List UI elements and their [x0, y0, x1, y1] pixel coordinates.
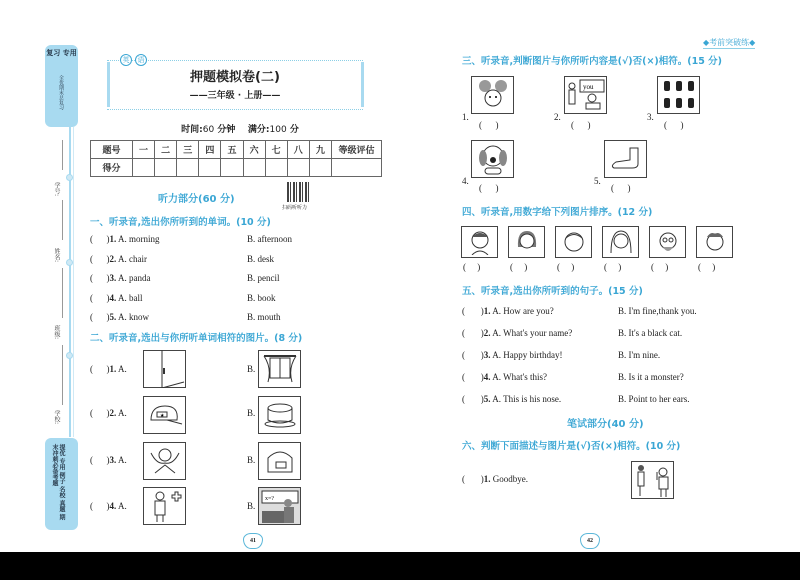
- name-line: [62, 268, 63, 318]
- name-line: [62, 345, 63, 405]
- option-a: A. know: [118, 312, 150, 322]
- score-header-cell: 题号: [91, 141, 133, 159]
- section-3-title: 三、听录音,判断图片与你所听内容是(√)否(×)相符。(15 分): [462, 56, 722, 67]
- answer-blank[interactable]: ( ): [664, 120, 684, 130]
- answer-blank[interactable]: ( ): [90, 273, 110, 283]
- cake-icon: [262, 400, 298, 430]
- option-b: B. I'm nine.: [618, 350, 661, 360]
- option-b: B. book: [247, 292, 276, 303]
- girl-icon: [475, 78, 511, 112]
- answer-blank[interactable]: ( ): [510, 262, 528, 272]
- question-row: [90, 408, 127, 418]
- answer-blank[interactable]: ( ): [557, 262, 575, 272]
- score-table: [90, 140, 382, 177]
- qr-label: 扫码听听力: [282, 205, 308, 211]
- question-number: 2.: [109, 408, 117, 418]
- answer-blank[interactable]: ( ): [90, 292, 110, 303]
- kite-icon: [147, 445, 183, 477]
- question-row: [90, 254, 330, 274]
- option-b: B. mouth: [247, 312, 281, 322]
- time-unit: 分钟: [217, 125, 236, 135]
- score-cell[interactable]: [199, 159, 221, 177]
- option-a: A. chair: [118, 253, 148, 264]
- score-label: 满分:: [247, 125, 270, 135]
- cap-icon: [147, 402, 183, 428]
- question-number: 1.: [462, 112, 469, 122]
- option-b: B. I'm fine,thank you.: [618, 306, 697, 316]
- svg-text:you: you: [582, 83, 593, 91]
- foot-picture[interactable]: [604, 140, 647, 178]
- answer-blank[interactable]: ( ): [462, 350, 484, 360]
- question-row: [90, 312, 330, 332]
- binding-dot: [66, 174, 73, 181]
- door-icon: [144, 350, 185, 388]
- section-tag: ◆考前突破练◆: [703, 38, 756, 47]
- binding-dot: [66, 352, 73, 359]
- teacher-student-icon: [566, 78, 606, 112]
- doctor-picture[interactable]: [143, 487, 186, 525]
- question-row: [90, 501, 127, 511]
- kite-picture[interactable]: [143, 442, 186, 480]
- option-b: B. afternoon: [247, 234, 292, 244]
- score-cell[interactable]: [155, 159, 177, 177]
- page-subtitle: ——三年级 · 上册——: [189, 91, 281, 101]
- name-line: [62, 200, 63, 240]
- question-row: [462, 394, 762, 416]
- foot-icon: [608, 144, 644, 174]
- question-number: 2.: [554, 112, 561, 122]
- option-a: A.: [118, 408, 127, 418]
- girl-picture[interactable]: [471, 76, 514, 114]
- score-table-score-row: [91, 159, 382, 177]
- question-number: 2.: [483, 328, 491, 338]
- binding-subtitle: 全优期末总复习: [58, 75, 64, 110]
- score-unit: 分: [289, 125, 299, 135]
- question-row: [90, 455, 127, 465]
- girl-face-icon: [609, 229, 633, 255]
- question-row: [90, 273, 330, 293]
- option-a: A. What's this?: [492, 372, 547, 382]
- teacher-picture[interactable]: [258, 487, 301, 525]
- dog-icon: [475, 142, 511, 176]
- score-header-cell: 四: [199, 141, 221, 159]
- answer-blank[interactable]: ( ): [90, 312, 110, 322]
- section-2-title: 二、听录音,选出与你所听单词相符的图片。(8 分): [90, 333, 303, 344]
- grandpa-face-icon: [656, 229, 680, 255]
- binding-dot: [66, 259, 73, 266]
- question-row: [90, 364, 127, 374]
- score-header-cell: 五: [221, 141, 243, 159]
- answer-blank[interactable]: ( ): [698, 262, 716, 272]
- option-b: B.: [247, 501, 256, 511]
- time-value: 60: [202, 125, 215, 135]
- binding-tab-top: [45, 45, 78, 127]
- answer-blank[interactable]: ( ): [90, 253, 110, 264]
- door-picture[interactable]: [143, 350, 186, 388]
- score-header-cell: 九: [309, 141, 331, 159]
- window-icon: [262, 354, 298, 384]
- binding-tab-bottom: [45, 438, 78, 530]
- answer-blank[interactable]: ( ): [90, 408, 110, 418]
- question-number: 3.: [647, 112, 654, 122]
- dog-picture[interactable]: [471, 140, 514, 178]
- option-a: A. morning: [118, 234, 160, 244]
- score-cell[interactable]: [332, 159, 382, 177]
- question-row: [462, 306, 762, 328]
- written-part-title: 笔试部分(40 分): [567, 419, 644, 430]
- question-number: 4.: [109, 501, 117, 511]
- answer-blank[interactable]: ( ): [479, 120, 499, 130]
- option-a: A. Happy birthday!: [492, 350, 563, 360]
- field-name[interactable]: 姓名:: [53, 248, 60, 263]
- question-number: 4.: [483, 372, 491, 382]
- man-face-icon: [468, 229, 492, 255]
- section-5-list: [462, 306, 762, 416]
- score-cell[interactable]: [221, 159, 243, 177]
- subject-badge: 英: [120, 54, 132, 66]
- option-b: B.: [247, 455, 256, 465]
- question-row: [462, 474, 528, 484]
- pandas-picture[interactable]: [657, 76, 700, 114]
- question-number: 1.: [109, 234, 117, 244]
- face-woman-picture[interactable]: [508, 226, 545, 258]
- binding-rail-inner: [73, 127, 74, 437]
- score-header-cell: 八: [287, 141, 309, 159]
- time-score-line: [90, 122, 390, 135]
- answer-blank[interactable]: ( ): [463, 262, 481, 272]
- question-number: 1.: [483, 474, 491, 484]
- face-boy-picture[interactable]: [555, 226, 592, 258]
- option-b: B. pencil: [247, 273, 280, 283]
- answer-blank[interactable]: ( ): [611, 183, 631, 193]
- question-row: [462, 350, 762, 372]
- section-6-title: 六、判断下面描述与图片是(√)否(×)相符。(10 分): [462, 441, 681, 452]
- question-number: 5.: [594, 176, 601, 186]
- section-4-title: 四、听录音,用数字给下列图片排序。(12 分): [462, 207, 653, 218]
- score-header-cell: 等级评估: [332, 141, 382, 159]
- svg-text:★: ★: [159, 414, 164, 419]
- question-row: [90, 234, 330, 254]
- question-row: [462, 328, 762, 350]
- question-number: 3.: [109, 273, 117, 283]
- question-number: 1.: [109, 364, 117, 374]
- boy-face-icon: [562, 229, 586, 255]
- statement: Goodbye.: [492, 474, 528, 484]
- name-line: [62, 140, 63, 170]
- page-number-41: 41: [243, 533, 263, 549]
- section-5-title: 五、听录音,选出你所听到的句子。(15 分): [462, 286, 643, 297]
- teacher-icon: [260, 489, 300, 523]
- question-number: 3.: [483, 350, 491, 360]
- score-cell[interactable]: [287, 159, 309, 177]
- option-a: A. How are you?: [492, 306, 554, 316]
- score-cell[interactable]: [265, 159, 287, 177]
- subject-badge: 语: [135, 54, 147, 66]
- question-row: [462, 372, 762, 394]
- score-value: 100: [269, 125, 287, 135]
- option-a: A. What's your name?: [492, 328, 573, 338]
- answer-blank[interactable]: ( ): [90, 364, 110, 374]
- cap-picture[interactable]: [143, 396, 186, 434]
- window-picture[interactable]: [258, 350, 301, 388]
- face-uncle-picture[interactable]: [696, 226, 733, 258]
- option-a: A. This is his nose.: [492, 394, 562, 404]
- score-cell[interactable]: [243, 159, 265, 177]
- score-header-cell: 三: [177, 141, 199, 159]
- score-cell[interactable]: [309, 159, 331, 177]
- option-a: A.: [118, 364, 127, 374]
- pandas-icon: [660, 78, 698, 112]
- page-number-42: 42: [580, 533, 600, 549]
- time-label: 时间:: [181, 125, 203, 135]
- option-b: B. Is it a monster?: [618, 372, 684, 382]
- goodbye-picture[interactable]: [631, 461, 674, 499]
- answer-blank[interactable]: ( ): [479, 183, 499, 193]
- you-picture[interactable]: [564, 76, 607, 114]
- question-number: 4.: [109, 292, 117, 303]
- option-b: B. desk: [247, 253, 274, 264]
- answer-blank[interactable]: ( ): [462, 328, 484, 338]
- option-b: B.: [247, 364, 256, 374]
- score-header-cell: 二: [155, 141, 177, 159]
- face-man-picture[interactable]: [461, 226, 498, 258]
- woman-face-icon: [515, 229, 539, 255]
- question-number: 2.: [109, 253, 117, 264]
- answer-blank[interactable]: ( ): [462, 474, 484, 484]
- score-row-label: 得分: [91, 159, 133, 177]
- answer-blank[interactable]: ( ): [462, 394, 484, 404]
- people-waving-icon: [633, 462, 673, 498]
- answer-blank[interactable]: ( ): [604, 262, 622, 272]
- option-b: B. It's a black cat.: [618, 328, 683, 338]
- answer-blank[interactable]: ( ): [90, 501, 110, 511]
- section-1-list: [90, 234, 330, 332]
- option-b: B. Point to her ears.: [618, 394, 690, 404]
- option-a: A.: [118, 455, 127, 465]
- option-a: A. ball: [118, 292, 143, 303]
- question-number: 1.: [483, 306, 491, 316]
- answer-blank[interactable]: ( ): [571, 120, 591, 130]
- cake-picture[interactable]: [258, 396, 301, 434]
- question-number: 5.: [109, 312, 117, 322]
- score-cell[interactable]: [177, 159, 199, 177]
- answer-blank[interactable]: ( ): [90, 234, 110, 244]
- doctor-icon: [147, 489, 183, 523]
- score-table-header-row: [91, 141, 382, 159]
- qr-code-icon[interactable]: [287, 182, 311, 202]
- field-student-id[interactable]: 学号:: [53, 182, 60, 197]
- answer-blank[interactable]: ( ): [462, 372, 484, 382]
- bag-picture[interactable]: [258, 442, 301, 480]
- question-number: 5.: [483, 394, 491, 404]
- field-school[interactable]: 学校:: [53, 410, 60, 425]
- bottom-black-bar: [0, 552, 800, 580]
- face-grandpa-picture[interactable]: [649, 226, 686, 258]
- answer-blank[interactable]: ( ): [651, 262, 669, 272]
- option-a: A.: [118, 501, 127, 511]
- score-cell[interactable]: [132, 159, 154, 177]
- score-header-cell: 一: [132, 141, 154, 159]
- answer-blank[interactable]: ( ): [90, 455, 110, 465]
- face-girl-picture[interactable]: [602, 226, 639, 258]
- question-row: [90, 293, 330, 313]
- binding-bottom-text: 提优 专用 例子 名校 真题 期末冲刺必备考题: [51, 444, 65, 521]
- field-class[interactable]: 班级:: [53, 325, 60, 340]
- score-header-cell: 六: [243, 141, 265, 159]
- listening-part-title: 听力部分(60 分): [158, 194, 235, 205]
- section-1-title: 一、听录音,选出你所听到的单词。(10 分): [90, 217, 271, 228]
- bag-icon: [262, 446, 298, 476]
- page-title: 押题模拟卷(二): [190, 70, 280, 85]
- question-number: 4.: [462, 176, 469, 186]
- answer-blank[interactable]: ( ): [462, 306, 484, 316]
- uncle-face-icon: [703, 229, 727, 255]
- option-b: B.: [247, 408, 256, 418]
- svg-text:x=?: x=?: [264, 496, 274, 502]
- binding-title: 复习 专用: [46, 49, 77, 57]
- option-a: A. panda: [118, 273, 151, 283]
- question-number: 3.: [109, 455, 117, 465]
- score-header-cell: 七: [265, 141, 287, 159]
